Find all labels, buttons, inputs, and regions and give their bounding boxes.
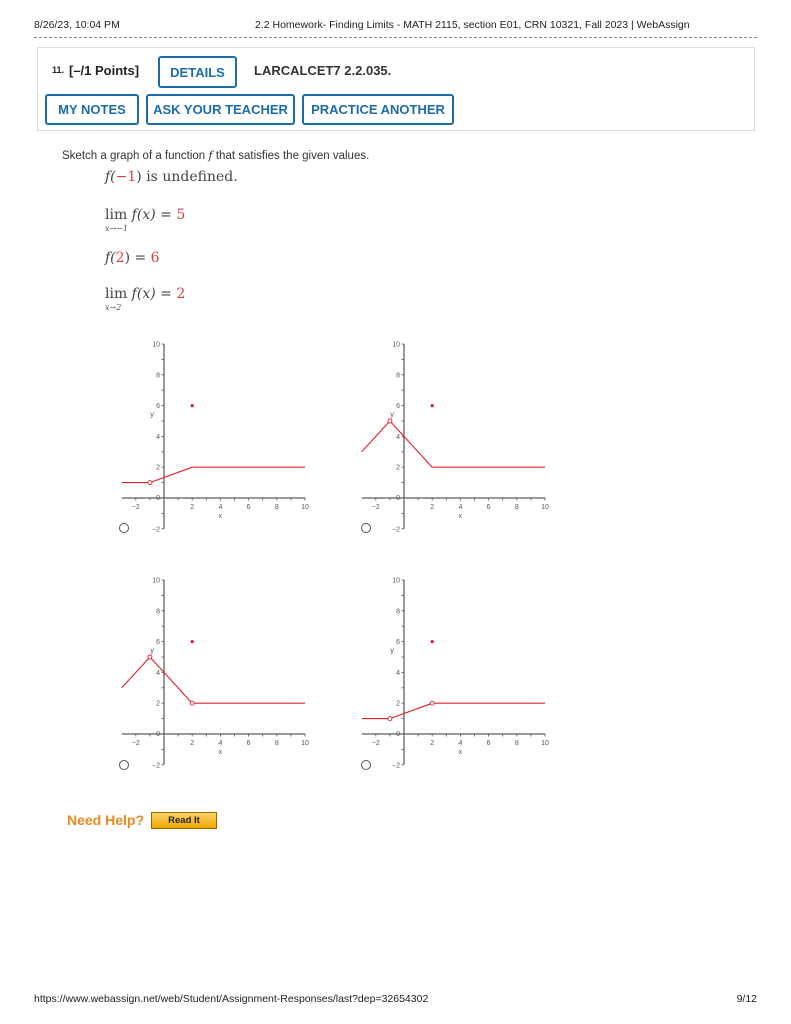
practice-another-button[interactable]: PRACTICE ANOTHER bbox=[302, 94, 454, 125]
graph-segment bbox=[362, 421, 390, 452]
x-tick-label: 8 bbox=[514, 504, 519, 511]
closed-point bbox=[431, 404, 434, 407]
open-point bbox=[430, 701, 434, 705]
print-footer-page: 9/12 bbox=[736, 993, 757, 1005]
x-tick-label: 8 bbox=[274, 740, 279, 747]
y-tick-label: 6 bbox=[396, 403, 400, 411]
my-notes-button[interactable]: MY NOTES bbox=[45, 94, 139, 125]
x-tick-label: −2 bbox=[131, 740, 140, 747]
x-tick-label: 2 bbox=[430, 740, 435, 747]
y-tick-label: 4 bbox=[156, 669, 160, 677]
condition-value-at-2: f(2) = 6 bbox=[105, 250, 160, 266]
y-tick-label: 10 bbox=[152, 341, 160, 349]
graph-segment bbox=[122, 657, 150, 688]
y-tick-label: −2 bbox=[152, 526, 160, 534]
y-tick-label: 10 bbox=[152, 577, 160, 585]
graph-d-svg bbox=[352, 566, 602, 796]
header-divider bbox=[34, 37, 757, 38]
graph-option-d bbox=[352, 566, 602, 796]
y-tick-label: 2 bbox=[396, 700, 400, 708]
graph-option-b bbox=[352, 330, 602, 560]
y-tick-label: 10 bbox=[392, 341, 400, 349]
open-point bbox=[148, 481, 152, 485]
condition-undefined: f(−1) is undefined. bbox=[105, 169, 238, 185]
question-number: 11. bbox=[52, 65, 65, 75]
question-reference: LARCALCET7 2.2.035. bbox=[254, 63, 392, 78]
open-point bbox=[190, 701, 194, 705]
condition-limit-at-neg1: lim f(x) = 5 x→−1 bbox=[105, 207, 186, 233]
question-prompt: Sketch a graph of a function f that satisfies the given values. bbox=[62, 148, 370, 162]
y-tick-label: 6 bbox=[156, 403, 160, 411]
radio-option-d[interactable] bbox=[361, 760, 371, 770]
x-tick-label: 6 bbox=[246, 740, 251, 747]
ask-teacher-button[interactable]: ASK YOUR TEACHER bbox=[146, 94, 295, 125]
x-tick-label: 10 bbox=[541, 504, 549, 511]
closed-point bbox=[431, 640, 434, 643]
function-variable: f bbox=[208, 148, 213, 162]
x-tick-label: 8 bbox=[514, 740, 519, 747]
x-tick-label: 10 bbox=[301, 504, 309, 511]
y-tick-label: 4 bbox=[156, 433, 160, 441]
open-point bbox=[148, 655, 152, 659]
origin-label: 0 bbox=[156, 495, 160, 502]
x-tick-label: 4 bbox=[218, 504, 223, 511]
open-point bbox=[388, 717, 392, 721]
y-tick-label: 8 bbox=[156, 372, 160, 380]
x-tick-label: −2 bbox=[371, 740, 380, 747]
y-tick-label: 2 bbox=[156, 700, 160, 708]
condition-limit-at-2: lim f(x) = 2 x→2 bbox=[105, 286, 186, 312]
x-axis-label: x bbox=[458, 513, 463, 520]
graph-option-c bbox=[112, 566, 362, 796]
print-date: 8/26/23, 10:04 PM bbox=[34, 19, 120, 31]
graph-segment bbox=[390, 421, 432, 467]
x-tick-label: −2 bbox=[131, 504, 140, 511]
y-tick-label: 2 bbox=[156, 464, 160, 472]
x-tick-label: 2 bbox=[190, 504, 195, 511]
x-axis-label: x bbox=[218, 513, 223, 520]
x-tick-label: 2 bbox=[190, 740, 195, 747]
y-tick-label: −2 bbox=[392, 762, 400, 770]
x-tick-label: 4 bbox=[218, 740, 223, 747]
origin-label: 0 bbox=[156, 731, 160, 738]
radio-option-c[interactable] bbox=[119, 760, 129, 770]
y-axis-label: y bbox=[150, 409, 154, 419]
y-tick-label: 6 bbox=[156, 639, 160, 647]
x-tick-label: 4 bbox=[458, 504, 463, 511]
radio-option-a[interactable] bbox=[119, 523, 129, 533]
x-tick-label: 6 bbox=[486, 740, 491, 747]
y-tick-label: 10 bbox=[392, 577, 400, 585]
origin-label: 0 bbox=[396, 495, 400, 502]
y-axis-label: y bbox=[390, 409, 394, 419]
y-tick-label: −2 bbox=[152, 762, 160, 770]
y-tick-label: 4 bbox=[396, 669, 400, 677]
x-axis-label: x bbox=[218, 749, 223, 756]
graph-a-svg bbox=[112, 330, 362, 560]
y-tick-label: 6 bbox=[396, 639, 400, 647]
need-help-label: Need Help? bbox=[67, 812, 145, 828]
closed-point bbox=[191, 640, 194, 643]
print-header bbox=[0, 0, 791, 30]
origin-label: 0 bbox=[396, 731, 400, 738]
x-tick-label: 10 bbox=[301, 740, 309, 747]
details-button[interactable]: DETAILS bbox=[158, 56, 237, 88]
y-tick-label: 2 bbox=[396, 464, 400, 472]
x-axis-label: x bbox=[458, 749, 463, 756]
graph-c-svg bbox=[112, 566, 362, 796]
x-tick-label: 2 bbox=[430, 504, 435, 511]
print-footer-url: https://www.webassign.net/web/Student/Assignment-Responses/last?dep=32654302 bbox=[34, 993, 429, 1005]
y-tick-label: 8 bbox=[396, 608, 400, 616]
question-header bbox=[37, 47, 755, 131]
graph-segment bbox=[150, 657, 192, 703]
x-tick-label: −2 bbox=[371, 504, 380, 511]
radio-option-b[interactable] bbox=[361, 523, 371, 533]
y-axis-label: y bbox=[150, 645, 154, 655]
y-tick-label: −2 bbox=[392, 526, 400, 534]
graph-b-svg bbox=[352, 330, 602, 560]
question-points: [–/1 Points] bbox=[69, 63, 140, 78]
open-point bbox=[388, 419, 392, 423]
print-page-title: 2.2 Homework- Finding Limits - MATH 2115, section E01, CRN 10321, Fall 2023 | WebAssign bbox=[255, 19, 690, 31]
read-it-button[interactable]: Read It bbox=[151, 812, 217, 829]
closed-point bbox=[191, 404, 194, 407]
x-tick-label: 10 bbox=[541, 740, 549, 747]
x-tick-label: 6 bbox=[246, 504, 251, 511]
graph-option-a bbox=[112, 330, 362, 560]
y-tick-label: 8 bbox=[156, 608, 160, 616]
y-tick-label: 8 bbox=[396, 372, 400, 380]
y-tick-label: 4 bbox=[396, 433, 400, 441]
x-tick-label: 6 bbox=[486, 504, 491, 511]
y-axis-label: y bbox=[390, 645, 394, 655]
x-tick-label: 8 bbox=[274, 504, 279, 511]
x-tick-label: 4 bbox=[458, 740, 463, 747]
